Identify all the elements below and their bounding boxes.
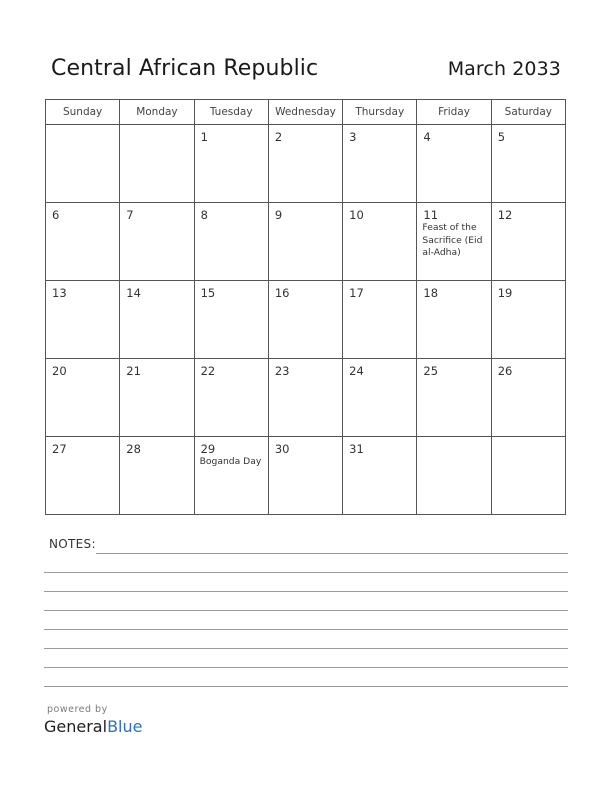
calendar-month-title: March 2033 — [447, 58, 561, 80]
calendar-grid — [45, 99, 566, 515]
day-number: 1 — [200, 130, 208, 144]
notes-line — [44, 648, 568, 649]
day-cell — [491, 203, 565, 281]
day-cell — [268, 437, 342, 515]
day-cell — [491, 281, 565, 359]
day-number: 28 — [126, 442, 141, 456]
day-number: 16 — [274, 286, 290, 300]
day-cell — [343, 203, 417, 281]
weekday-header-row — [46, 100, 566, 125]
day-number: 27 — [52, 442, 67, 456]
day-cell — [417, 125, 491, 203]
notes-line — [44, 572, 568, 573]
day-cell — [417, 437, 491, 515]
day-cell — [120, 125, 194, 203]
day-cell — [46, 281, 120, 359]
powered-by-text: powered by — [47, 704, 108, 715]
holiday-label: Feast of the Sacrifice (Eid al-Adha) — [422, 222, 483, 258]
day-number: 6 — [52, 208, 60, 222]
day-cell — [120, 437, 194, 515]
day-number: 24 — [349, 364, 364, 378]
day-cell — [194, 203, 268, 281]
day-number: 3 — [349, 130, 357, 144]
week-row — [46, 359, 566, 437]
day-number: 10 — [349, 208, 364, 222]
day-cell — [268, 125, 342, 203]
day-number: 31 — [349, 442, 364, 456]
day-cell — [194, 281, 268, 359]
day-cell — [120, 359, 194, 437]
day-cell — [46, 359, 120, 437]
calendar-country-title: Central African Republic — [51, 56, 319, 81]
day-number: 5 — [497, 130, 506, 144]
week-row — [46, 203, 566, 281]
weekday-saturday: Saturday — [491, 100, 565, 125]
day-cell — [417, 359, 491, 437]
day-cell — [120, 203, 194, 281]
day-number: 13 — [52, 286, 67, 300]
day-cell — [268, 203, 342, 281]
notes-line — [44, 591, 568, 592]
day-cell — [46, 125, 120, 203]
day-number: 8 — [200, 208, 208, 222]
day-number: 18 — [423, 286, 439, 300]
weekday-monday: Monday — [120, 100, 194, 125]
weekday-friday: Friday — [417, 100, 491, 125]
week-row — [46, 281, 566, 359]
day-number: 4 — [423, 130, 431, 144]
day-number: 22 — [200, 364, 216, 378]
day-cell — [343, 359, 417, 437]
day-cell-holiday — [194, 437, 268, 515]
day-cell-holiday — [417, 203, 491, 281]
day-number: 7 — [126, 208, 134, 222]
day-cell — [343, 437, 417, 515]
weekday-thursday: Thursday — [343, 100, 417, 125]
weekday-tuesday: Tuesday — [194, 100, 268, 125]
notes-line — [44, 686, 568, 687]
day-cell — [120, 281, 194, 359]
day-cell — [46, 203, 120, 281]
week-row — [46, 125, 566, 203]
day-cell — [343, 281, 417, 359]
day-number: 20 — [52, 364, 67, 378]
day-cell — [194, 125, 268, 203]
day-number: 30 — [274, 442, 290, 456]
day-number: 2 — [274, 130, 283, 144]
day-number: 26 — [497, 364, 513, 378]
day-number: 9 — [274, 208, 283, 222]
day-cell — [268, 359, 342, 437]
day-cell — [491, 125, 565, 203]
notes-label: NOTES: — [49, 537, 96, 551]
day-number: 11 — [423, 208, 439, 222]
day-number: 23 — [274, 364, 290, 378]
week-row — [46, 437, 566, 515]
weekday-sunday: Sunday — [46, 100, 120, 125]
brand-general: General — [44, 717, 108, 736]
holiday-label: Boganda Day — [199, 456, 262, 467]
brand-blue: Blue — [107, 717, 143, 736]
day-cell — [343, 125, 417, 203]
day-number: 12 — [497, 208, 513, 222]
weekday-wednesday: Wednesday — [268, 100, 342, 125]
day-cell — [417, 281, 491, 359]
day-cell — [491, 437, 565, 515]
day-number: 21 — [126, 364, 141, 378]
day-number: 29 — [200, 442, 216, 456]
day-number: 25 — [423, 364, 439, 378]
day-number: 14 — [126, 286, 141, 300]
notes-line — [44, 629, 568, 630]
notes-line — [96, 553, 568, 554]
day-number: 19 — [497, 286, 513, 300]
day-cell — [268, 281, 342, 359]
notes-line — [44, 610, 568, 611]
day-cell — [194, 359, 268, 437]
notes-line — [44, 667, 568, 668]
day-cell — [46, 437, 120, 515]
day-number: 15 — [200, 286, 216, 300]
day-number: 17 — [349, 286, 364, 300]
generalblue-logo[interactable] — [44, 717, 142, 736]
day-cell — [491, 359, 565, 437]
